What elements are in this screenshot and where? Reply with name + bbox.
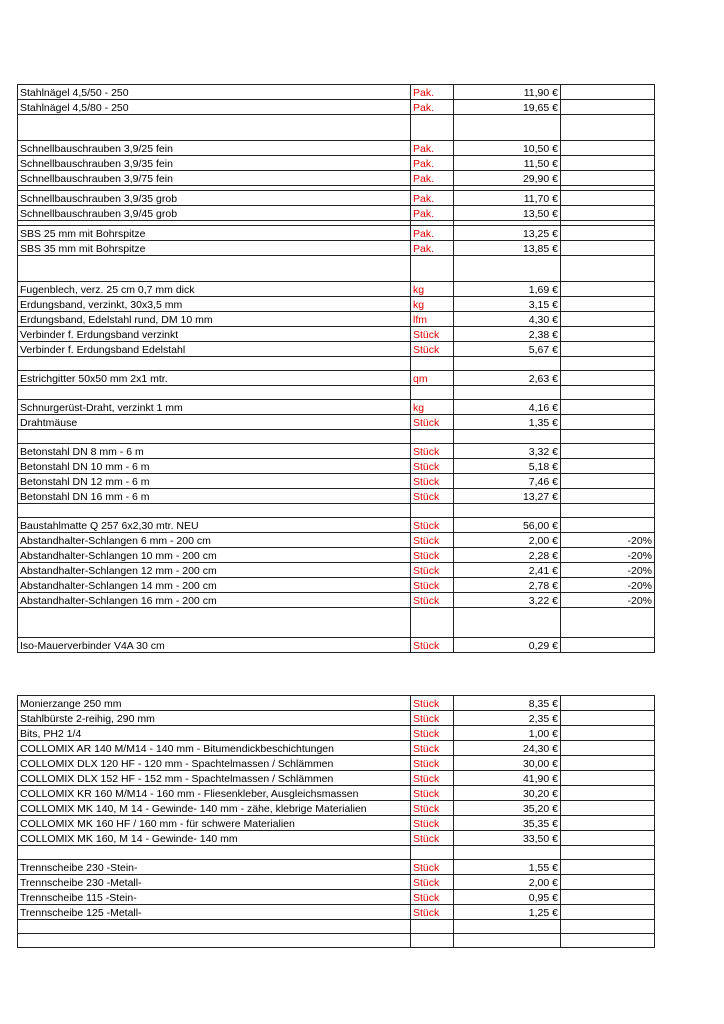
unit-cell: Pak. xyxy=(411,206,454,221)
table-row xyxy=(18,563,655,578)
table-row xyxy=(18,241,655,256)
empty-cell xyxy=(18,256,411,282)
item-name-cell: Abstandhalter-Schlangen 14 mm - 200 cm xyxy=(18,578,411,593)
item-name-cell: Fugenblech, verz. 25 cm 0,7 mm dick xyxy=(18,282,411,297)
empty-cell xyxy=(18,920,411,934)
discount-cell xyxy=(561,474,655,489)
discount-cell xyxy=(561,85,655,100)
table-row xyxy=(18,578,655,593)
unit-cell: Pak. xyxy=(411,141,454,156)
price-cell: 0,29 € xyxy=(454,638,561,653)
unit-cell: Stück xyxy=(411,518,454,533)
empty-cell xyxy=(411,504,454,518)
item-name-cell: Trennscheibe 230 -Stein- xyxy=(18,860,411,875)
price-cell: 1,55 € xyxy=(454,860,561,875)
empty-cell xyxy=(454,920,561,934)
unit-cell: Stück xyxy=(411,801,454,816)
unit-cell: lfm xyxy=(411,312,454,327)
item-name-cell: Trennscheibe 115 -Stein- xyxy=(18,890,411,905)
empty-cell xyxy=(561,386,655,400)
unit-cell: Stück xyxy=(411,342,454,357)
discount-cell xyxy=(561,518,655,533)
table-row xyxy=(18,518,655,533)
unit-cell: Stück xyxy=(411,756,454,771)
table-row xyxy=(18,371,655,386)
discount-cell xyxy=(561,786,655,801)
empty-cell xyxy=(561,430,655,444)
unit-cell: Pak. xyxy=(411,226,454,241)
item-name-cell: Bits, PH2 1/4 xyxy=(18,726,411,741)
table-row xyxy=(18,226,655,241)
table-row xyxy=(18,141,655,156)
price-cell: 2,35 € xyxy=(454,711,561,726)
item-name-cell: Betonstahl DN 10 mm - 6 m xyxy=(18,459,411,474)
discount-cell: -20% xyxy=(561,533,655,548)
discount-cell xyxy=(561,141,655,156)
discount-cell xyxy=(561,327,655,342)
table-row xyxy=(18,741,655,756)
price-cell: 5,67 € xyxy=(454,342,561,357)
table-row xyxy=(18,206,655,221)
discount-cell xyxy=(561,816,655,831)
price-cell: 24,30 € xyxy=(454,741,561,756)
unit-cell: Stück xyxy=(411,786,454,801)
table-row xyxy=(18,816,655,831)
discount-cell: -20% xyxy=(561,548,655,563)
unit-cell: Stück xyxy=(411,875,454,890)
empty-cell xyxy=(411,256,454,282)
unit-cell: Stück xyxy=(411,489,454,504)
table-row xyxy=(18,638,655,653)
empty-cell xyxy=(561,934,655,948)
discount-cell xyxy=(561,171,655,186)
unit-cell: Stück xyxy=(411,890,454,905)
discount-cell xyxy=(561,297,655,312)
unit-cell: Stück xyxy=(411,533,454,548)
empty-cell xyxy=(18,504,411,518)
table-row xyxy=(18,533,655,548)
empty-cell xyxy=(18,386,411,400)
price-cell: 35,20 € xyxy=(454,801,561,816)
item-name-cell: Schnellbauschrauben 3,9/25 fein xyxy=(18,141,411,156)
discount-cell xyxy=(561,696,655,711)
table-row xyxy=(18,801,655,816)
table-row xyxy=(18,100,655,115)
discount-cell xyxy=(561,489,655,504)
unit-cell: Stück xyxy=(411,593,454,608)
price-cell: 1,00 € xyxy=(454,726,561,741)
item-name-cell: Stahlbürste 2-reihig, 290 mm xyxy=(18,711,411,726)
unit-cell: Pak. xyxy=(411,171,454,186)
table-row xyxy=(18,312,655,327)
item-name-cell: Estrichgitter 50x50 mm 2x1 mtr. xyxy=(18,371,411,386)
price-cell: 13,25 € xyxy=(454,226,561,241)
unit-cell: Stück xyxy=(411,711,454,726)
empty-cell xyxy=(561,256,655,282)
empty-cell xyxy=(18,934,411,948)
empty-cell xyxy=(454,256,561,282)
empty-cell xyxy=(411,934,454,948)
item-name-cell: Verbinder f. Erdungsband Edelstahl xyxy=(18,342,411,357)
empty-cell xyxy=(454,846,561,860)
price-cell: 35,35 € xyxy=(454,816,561,831)
table-row xyxy=(18,282,655,297)
spacer-row xyxy=(18,256,655,282)
price-cell: 2,00 € xyxy=(454,875,561,890)
empty-cell xyxy=(454,934,561,948)
unit-cell: Stück xyxy=(411,905,454,920)
table-row xyxy=(18,696,655,711)
unit-cell: Stück xyxy=(411,816,454,831)
discount-cell: -20% xyxy=(561,563,655,578)
discount-cell xyxy=(561,875,655,890)
discount-cell xyxy=(561,741,655,756)
price-cell: 2,78 € xyxy=(454,578,561,593)
empty-cell xyxy=(561,846,655,860)
spacer-row xyxy=(18,115,655,141)
price-cell: 4,16 € xyxy=(454,400,561,415)
table-row xyxy=(18,771,655,786)
table-row xyxy=(18,890,655,905)
price-cell: 2,38 € xyxy=(454,327,561,342)
item-name-cell: SBS 25 mm mit Bohrspitze xyxy=(18,226,411,241)
price-cell: 13,50 € xyxy=(454,206,561,221)
empty-cell xyxy=(454,504,561,518)
spacer-row xyxy=(18,608,655,638)
table-row xyxy=(18,593,655,608)
table-row xyxy=(18,342,655,357)
discount-cell xyxy=(561,156,655,171)
spacer-row xyxy=(18,504,655,518)
item-name-cell: Erdungsband, verzinkt, 30x3,5 mm xyxy=(18,297,411,312)
unit-cell: Stück xyxy=(411,327,454,342)
discount-cell xyxy=(561,312,655,327)
empty-cell xyxy=(411,920,454,934)
price-cell: 8,35 € xyxy=(454,696,561,711)
price-cell: 56,00 € xyxy=(454,518,561,533)
unit-cell: Stück xyxy=(411,638,454,653)
price-cell: 3,15 € xyxy=(454,297,561,312)
empty-cell xyxy=(411,115,454,141)
price-cell: 3,32 € xyxy=(454,444,561,459)
discount-cell xyxy=(561,100,655,115)
unit-cell: Stück xyxy=(411,696,454,711)
item-name-cell: COLLOMIX MK 140, M 14 - Gewinde- 140 mm - zähe, klebrige Materialien xyxy=(18,801,411,816)
unit-cell: Stück xyxy=(411,771,454,786)
discount-cell xyxy=(561,282,655,297)
table-row xyxy=(18,711,655,726)
item-name-cell: Schnellbauschrauben 3,9/35 grob xyxy=(18,191,411,206)
discount-cell xyxy=(561,831,655,846)
empty-cell xyxy=(18,357,411,371)
price-cell: 3,22 € xyxy=(454,593,561,608)
table-row xyxy=(18,156,655,171)
unit-cell: Stück xyxy=(411,459,454,474)
price-cell: 1,35 € xyxy=(454,415,561,430)
price-cell: 11,50 € xyxy=(454,156,561,171)
table-row xyxy=(18,297,655,312)
item-name-cell: Abstandhalter-Schlangen 16 mm - 200 cm xyxy=(18,593,411,608)
table-row xyxy=(18,831,655,846)
unit-cell: kg xyxy=(411,282,454,297)
empty-cell xyxy=(411,357,454,371)
price-cell: 2,63 € xyxy=(454,371,561,386)
spacer-row xyxy=(18,357,655,371)
price-cell: 1,25 € xyxy=(454,905,561,920)
discount-cell xyxy=(561,726,655,741)
item-name-cell: Betonstahl DN 12 mm - 6 m xyxy=(18,474,411,489)
empty-cell xyxy=(561,504,655,518)
discount-cell xyxy=(561,711,655,726)
item-name-cell: Iso-Mauerverbinder V4A 30 cm xyxy=(18,638,411,653)
unit-cell: Stück xyxy=(411,444,454,459)
item-name-cell: Abstandhalter-Schlangen 10 mm - 200 cm xyxy=(18,548,411,563)
discount-cell: -20% xyxy=(561,578,655,593)
empty-cell xyxy=(561,920,655,934)
item-name-cell: Verbinder f. Erdungsband verzinkt xyxy=(18,327,411,342)
item-name-cell: COLLOMIX MK 160, M 14 - Gewinde- 140 mm xyxy=(18,831,411,846)
price-cell: 0,95 € xyxy=(454,890,561,905)
price-table-materials xyxy=(17,84,655,653)
item-name-cell: COLLOMIX DLX 120 HF - 120 mm - Spachtelmassen / Schlämmen xyxy=(18,756,411,771)
unit-cell: Stück xyxy=(411,578,454,593)
unit-cell: kg xyxy=(411,297,454,312)
empty-cell xyxy=(454,115,561,141)
discount-cell xyxy=(561,342,655,357)
discount-cell xyxy=(561,400,655,415)
empty-cell xyxy=(411,846,454,860)
item-name-cell: COLLOMIX AR 140 M/M14 - 140 mm - Bitumendickbeschichtungen xyxy=(18,741,411,756)
discount-cell xyxy=(561,241,655,256)
table-row xyxy=(18,459,655,474)
price-cell: 2,28 € xyxy=(454,548,561,563)
spacer-row xyxy=(18,430,655,444)
spacer-row xyxy=(18,846,655,860)
empty-cell xyxy=(561,115,655,141)
price-cell: 7,46 € xyxy=(454,474,561,489)
unit-cell: kg xyxy=(411,400,454,415)
unit-cell: Stück xyxy=(411,548,454,563)
discount-cell: -20% xyxy=(561,593,655,608)
price-cell: 33,50 € xyxy=(454,831,561,846)
table-row xyxy=(18,756,655,771)
price-cell: 29,90 € xyxy=(454,171,561,186)
item-name-cell: SBS 35 mm mit Bohrspitze xyxy=(18,241,411,256)
item-name-cell: Drahtmäuse xyxy=(18,415,411,430)
price-cell: 10,50 € xyxy=(454,141,561,156)
discount-cell xyxy=(561,771,655,786)
price-cell: 1,69 € xyxy=(454,282,561,297)
spacer-row xyxy=(18,386,655,400)
item-name-cell: COLLOMIX KR 160 M/M14 - 160 mm - Fliesenkleber, Ausgleichsmassen xyxy=(18,786,411,801)
empty-cell xyxy=(561,608,655,638)
price-cell: 2,41 € xyxy=(454,563,561,578)
unit-cell: Pak. xyxy=(411,241,454,256)
unit-cell: Pak. xyxy=(411,100,454,115)
unit-cell: Pak. xyxy=(411,191,454,206)
discount-cell xyxy=(561,459,655,474)
discount-cell xyxy=(561,801,655,816)
empty-cell xyxy=(454,386,561,400)
discount-cell xyxy=(561,756,655,771)
empty-cell xyxy=(18,115,411,141)
empty-cell xyxy=(18,430,411,444)
empty-cell xyxy=(411,430,454,444)
table-row xyxy=(18,726,655,741)
unit-cell: Stück xyxy=(411,741,454,756)
discount-cell xyxy=(561,905,655,920)
table-row xyxy=(18,444,655,459)
item-name-cell: Stahlnägel 4,5/80 - 250 xyxy=(18,100,411,115)
discount-cell xyxy=(561,206,655,221)
item-name-cell: Baustahlmatte Q 257 6x2,30 mtr. NEU xyxy=(18,518,411,533)
table-row xyxy=(18,875,655,890)
discount-cell xyxy=(561,890,655,905)
empty-cell xyxy=(454,608,561,638)
unit-cell: Stück xyxy=(411,860,454,875)
discount-cell xyxy=(561,638,655,653)
table-row xyxy=(18,400,655,415)
price-cell: 11,70 € xyxy=(454,191,561,206)
unit-cell: qm xyxy=(411,371,454,386)
table-row xyxy=(18,191,655,206)
price-cell: 30,20 € xyxy=(454,786,561,801)
table-row xyxy=(18,548,655,563)
price-cell: 5,18 € xyxy=(454,459,561,474)
unit-cell: Stück xyxy=(411,726,454,741)
item-name-cell: Trennscheibe 230 -Metall- xyxy=(18,875,411,890)
discount-cell xyxy=(561,371,655,386)
item-name-cell: Schnellbauschrauben 3,9/35 fein xyxy=(18,156,411,171)
price-cell: 11,90 € xyxy=(454,85,561,100)
price-cell: 2,00 € xyxy=(454,533,561,548)
discount-cell xyxy=(561,860,655,875)
price-cell: 19,65 € xyxy=(454,100,561,115)
table-row xyxy=(18,474,655,489)
table-row xyxy=(18,786,655,801)
item-name-cell: Betonstahl DN 16 mm - 6 m xyxy=(18,489,411,504)
price-table-tools xyxy=(17,695,655,948)
item-name-cell: Abstandhalter-Schlangen 6 mm - 200 cm xyxy=(18,533,411,548)
empty-cell xyxy=(454,357,561,371)
unit-cell: Stück xyxy=(411,415,454,430)
discount-cell xyxy=(561,415,655,430)
empty-cell xyxy=(561,357,655,371)
table-row xyxy=(18,489,655,504)
price-cell: 13,27 € xyxy=(454,489,561,504)
empty-cell xyxy=(411,386,454,400)
table-row xyxy=(18,171,655,186)
empty-cell xyxy=(18,608,411,638)
table-row xyxy=(18,85,655,100)
empty-cell xyxy=(411,608,454,638)
spacer-row xyxy=(18,920,655,934)
table-row xyxy=(18,415,655,430)
unit-cell: Pak. xyxy=(411,85,454,100)
item-name-cell: Monierzange 250 mm xyxy=(18,696,411,711)
price-cell: 30,00 € xyxy=(454,756,561,771)
unit-cell: Stück xyxy=(411,831,454,846)
item-name-cell: Schnurgerüst-Draht, verzinkt 1 mm xyxy=(18,400,411,415)
empty-cell xyxy=(18,846,411,860)
item-name-cell: Schnellbauschrauben 3,9/75 fein xyxy=(18,171,411,186)
unit-cell: Pak. xyxy=(411,156,454,171)
item-name-cell: COLLOMIX DLX 152 HF - 152 mm - Spachtelmassen / Schlämmen xyxy=(18,771,411,786)
table-row xyxy=(18,327,655,342)
spacer-row xyxy=(18,934,655,948)
table-row xyxy=(18,860,655,875)
item-name-cell: Trennscheibe 125 -Metall- xyxy=(18,905,411,920)
unit-cell: Stück xyxy=(411,474,454,489)
table-row xyxy=(18,905,655,920)
item-name-cell: COLLOMIX MK 160 HF / 160 mm - für schwere Materialien xyxy=(18,816,411,831)
discount-cell xyxy=(561,191,655,206)
item-name-cell: Schnellbauschrauben 3,9/45 grob xyxy=(18,206,411,221)
unit-cell: Stück xyxy=(411,563,454,578)
discount-cell xyxy=(561,226,655,241)
item-name-cell: Erdungsband, Edelstahl rund, DM 10 mm xyxy=(18,312,411,327)
discount-cell xyxy=(561,444,655,459)
empty-cell xyxy=(454,430,561,444)
item-name-cell: Abstandhalter-Schlangen 12 mm - 200 cm xyxy=(18,563,411,578)
price-cell: 4,30 € xyxy=(454,312,561,327)
item-name-cell: Betonstahl DN 8 mm - 6 m xyxy=(18,444,411,459)
item-name-cell: Stahlnägel 4,5/50 - 250 xyxy=(18,85,411,100)
price-cell: 41,90 € xyxy=(454,771,561,786)
price-cell: 13,85 € xyxy=(454,241,561,256)
